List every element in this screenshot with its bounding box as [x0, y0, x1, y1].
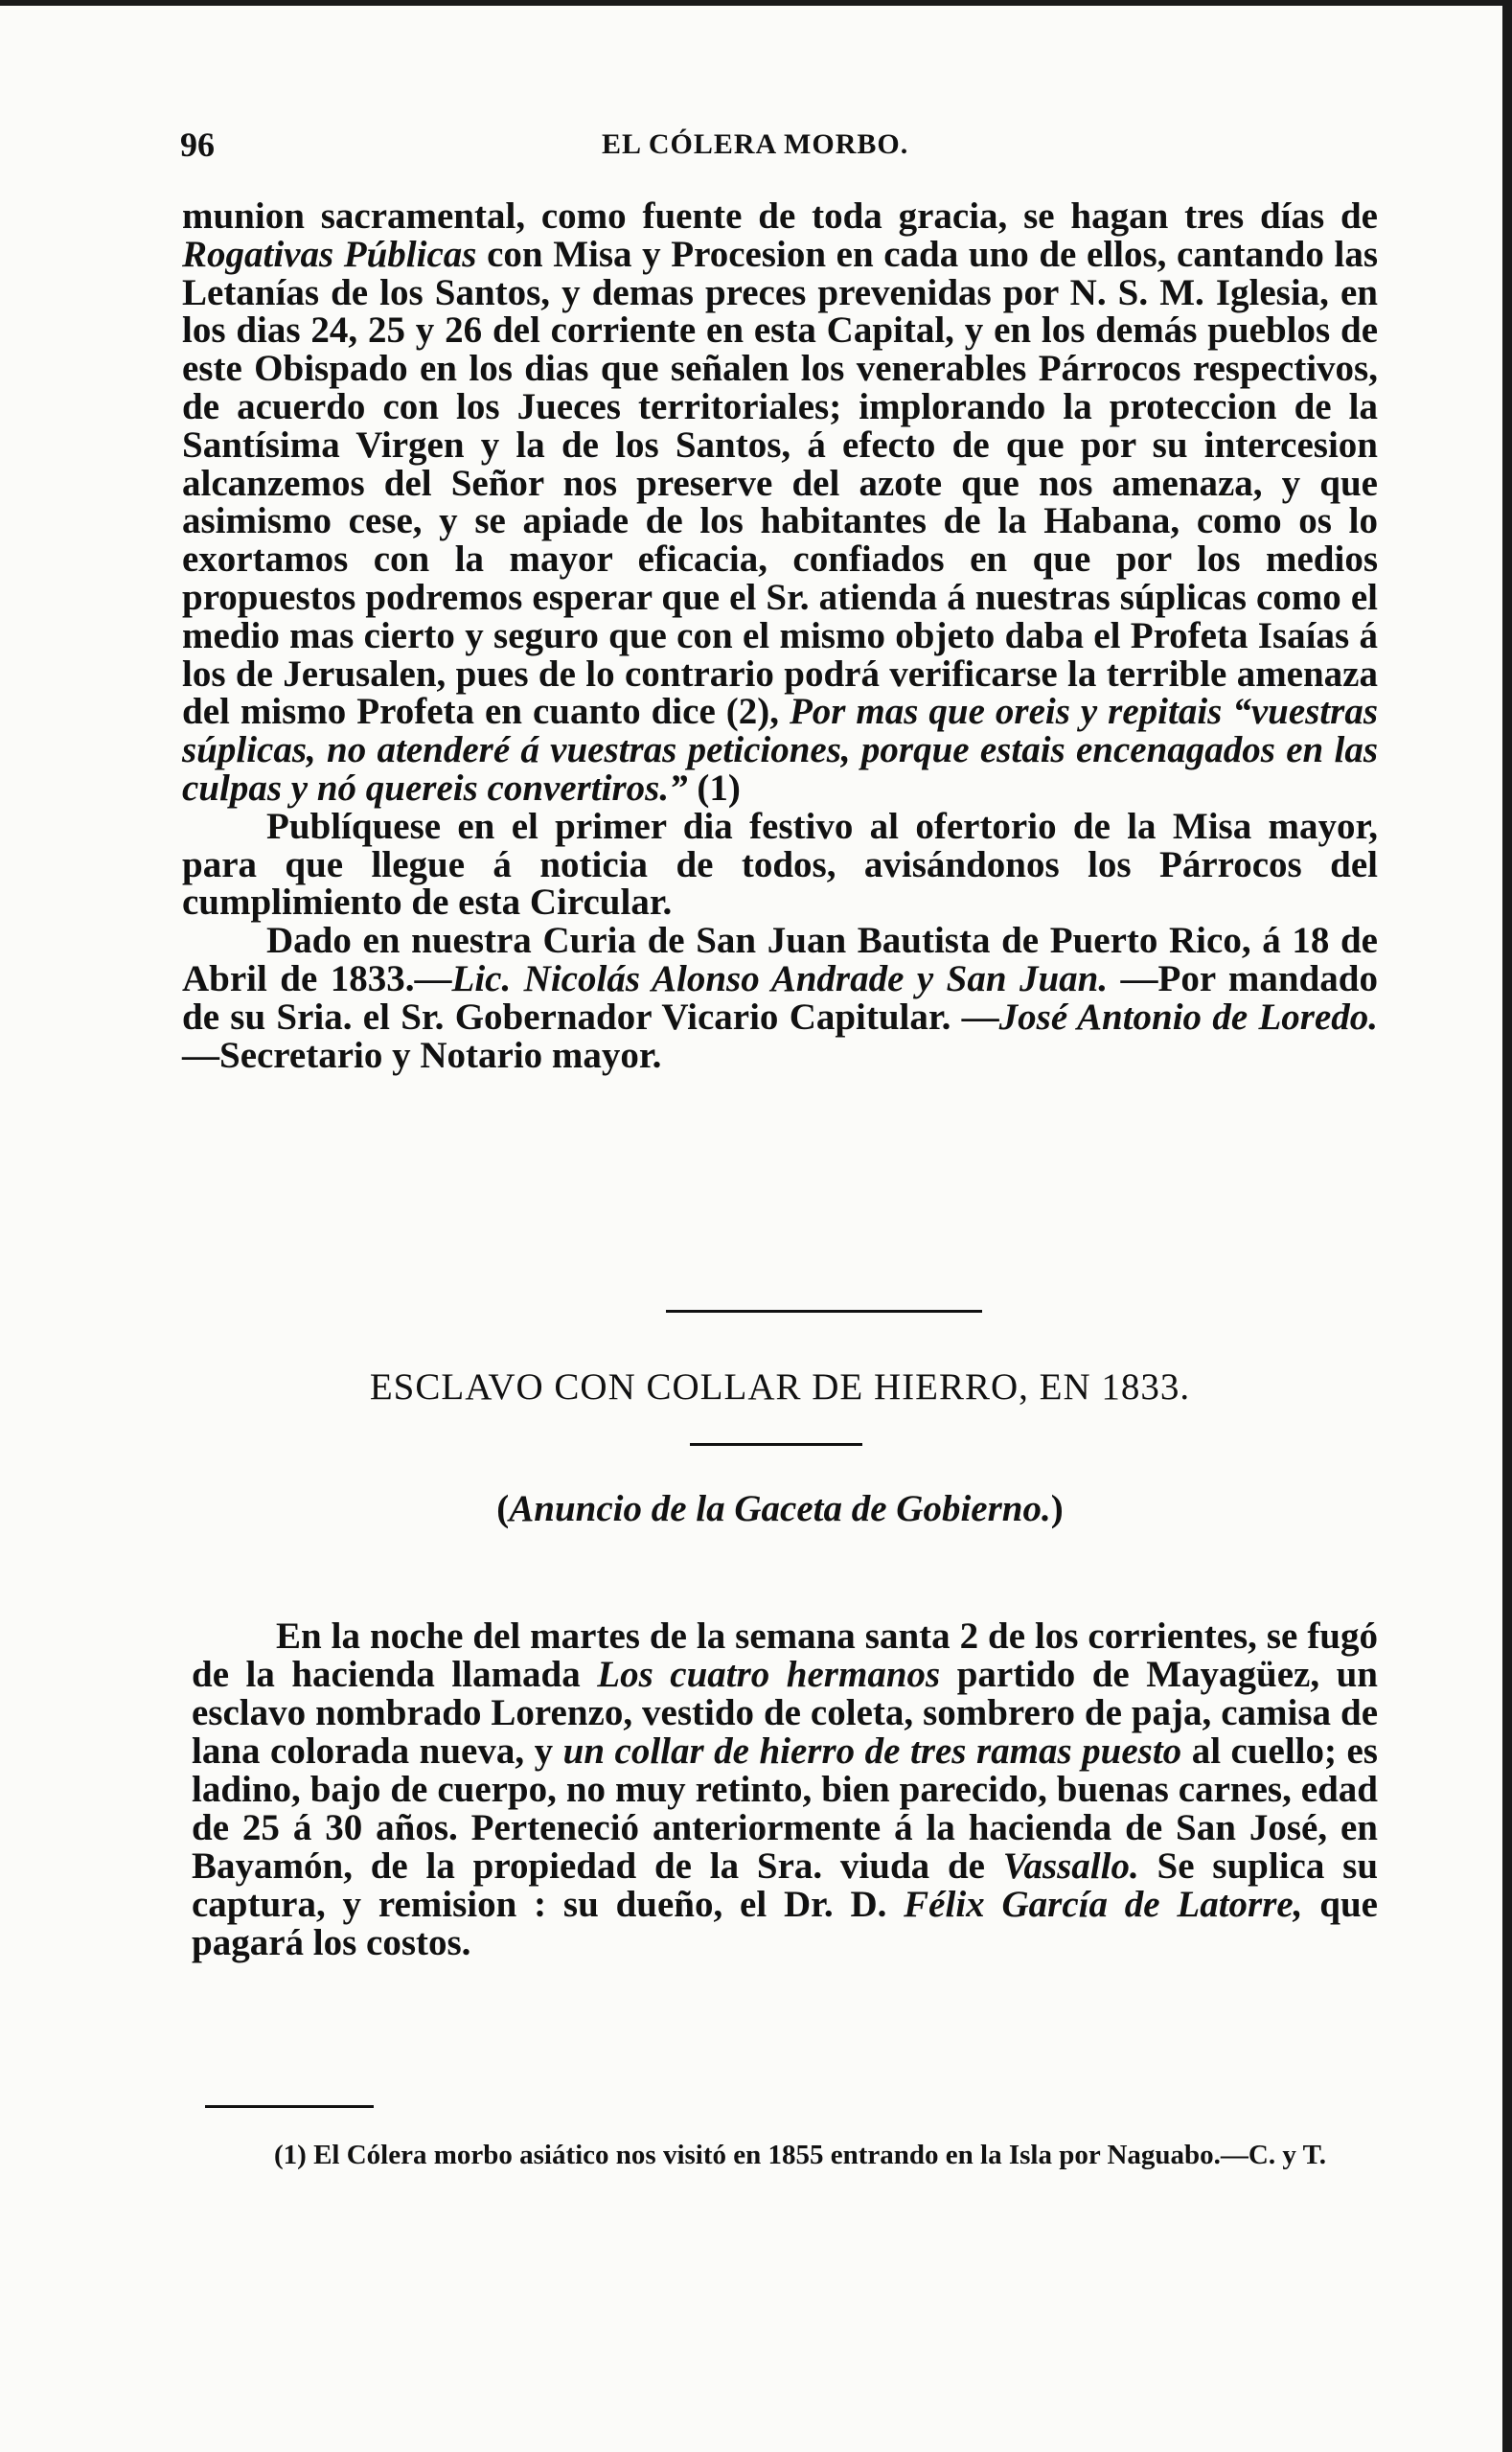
footnote-rule — [205, 2105, 374, 2108]
footnote-text: (1) El Cólera morbo asiático nos visitó en 1855 entrando en la Isla por Naguabo.—C. y T. — [274, 2140, 1327, 2170]
running-title: EL CÓLERA MORBO. — [602, 128, 909, 160]
section-title: ESCLAVO CON COLLAR DE HIERRO, EN 1833. — [369, 1366, 1191, 1408]
paragraph-publiquese: Publíquese en el primer dia festivo al ofertorio de la Misa mayor, para que llegue á noticia de todos, avisándonos los Párrocos del cumplimiento de esta Circular. — [182, 805, 1378, 924]
footnote — [205, 2137, 1378, 2173]
circular-text — [182, 197, 1378, 1074]
page-header — [180, 125, 1378, 172]
divider-rule-top — [666, 1310, 982, 1313]
notice-paragraph: En la noche del martes de la semana santa 2 de los corrientes, se fugó de la hacienda llamada Los cuatro hermanos partido de Mayagüez, un esclavo nombrado Lorenzo, vestido de coleta, sombrero de paja, camisa de lana colorada nueva, y un collar de hierro de tres ramas puesto al cuello; es ladino, bajo de cuerpo, no muy retinto, bien parecido, buenas carnes, edad de 25 á 30 años. Perteneció anteriormente á la hacienda de San José, en Bayamón, de la propiedad de la Sra. viuda de Vassallo. Se suplica su captura, y remision : su dueño, el Dr. D. Félix García de Latorre, que pagará los costos. — [192, 1616, 1379, 1963]
scan-edge-right — [1502, 0, 1512, 2452]
paragraph-rogativas: munion sacramental, como fuente de toda gracia, se hagan tres días de Rogativas Públicas con Misa y Procesion en cada uno de ellos, cantando las Letanías de los Santos, y demas preces prevenidas por N. S. M. Iglesia, en los dias 24, 25 y 26 del corriente en esta Capital, y en los demás pueblos de este Obispado en los dias que señalen los venerables Párrocos respectivos, de acuerdo con los Jueces territoriales; implorando la proteccion de la Santísima Virgen y la de los Santos, á efecto de que por su intercesion alcanzemos del Señor nos preserve del azote que nos amenaza, y que asimismo cese, y se apiade de los habitantes de la Habana, como os lo exortamos con la mayor eficacia, confiados en que por los medios propuestos podremos esperar que el Sr. atienda á nuestras súplicas como el medio mas cierto y seguro que con el mismo objeto daba el Profeta Isaías á los de Jerusalen, pues de lo contrario podrá verificarse la terrible amenaza del mismo Profeta en cuanto dice (2), Por mas que oreis y repitais “vuestras súplicas, no atenderé á vuestras peticiones, porque estais encenagados en las culpas y nó quereis convertiros.” (1) — [182, 195, 1379, 809]
slave-notice-text — [192, 1617, 1378, 1962]
page-number: 96 — [180, 126, 215, 164]
divider-rule-middle — [690, 1443, 862, 1446]
section-subtitle: (Anuncio de la Gaceta de Gobierno.) — [496, 1488, 1064, 1529]
scan-edge-top — [0, 0, 1512, 6]
paragraph-signature: Dado en nuestra Curia de San Juan Bautista de Puerto Rico, á 18 de Abril de 1833.—Lic. Nicolás Alonso Andrade y San Juan. —Por mandado de su Sria. el Sr. Gobernador Vicario Capitular. —José Antonio de Loredo.—Secretario y Notario mayor. — [182, 920, 1378, 1076]
